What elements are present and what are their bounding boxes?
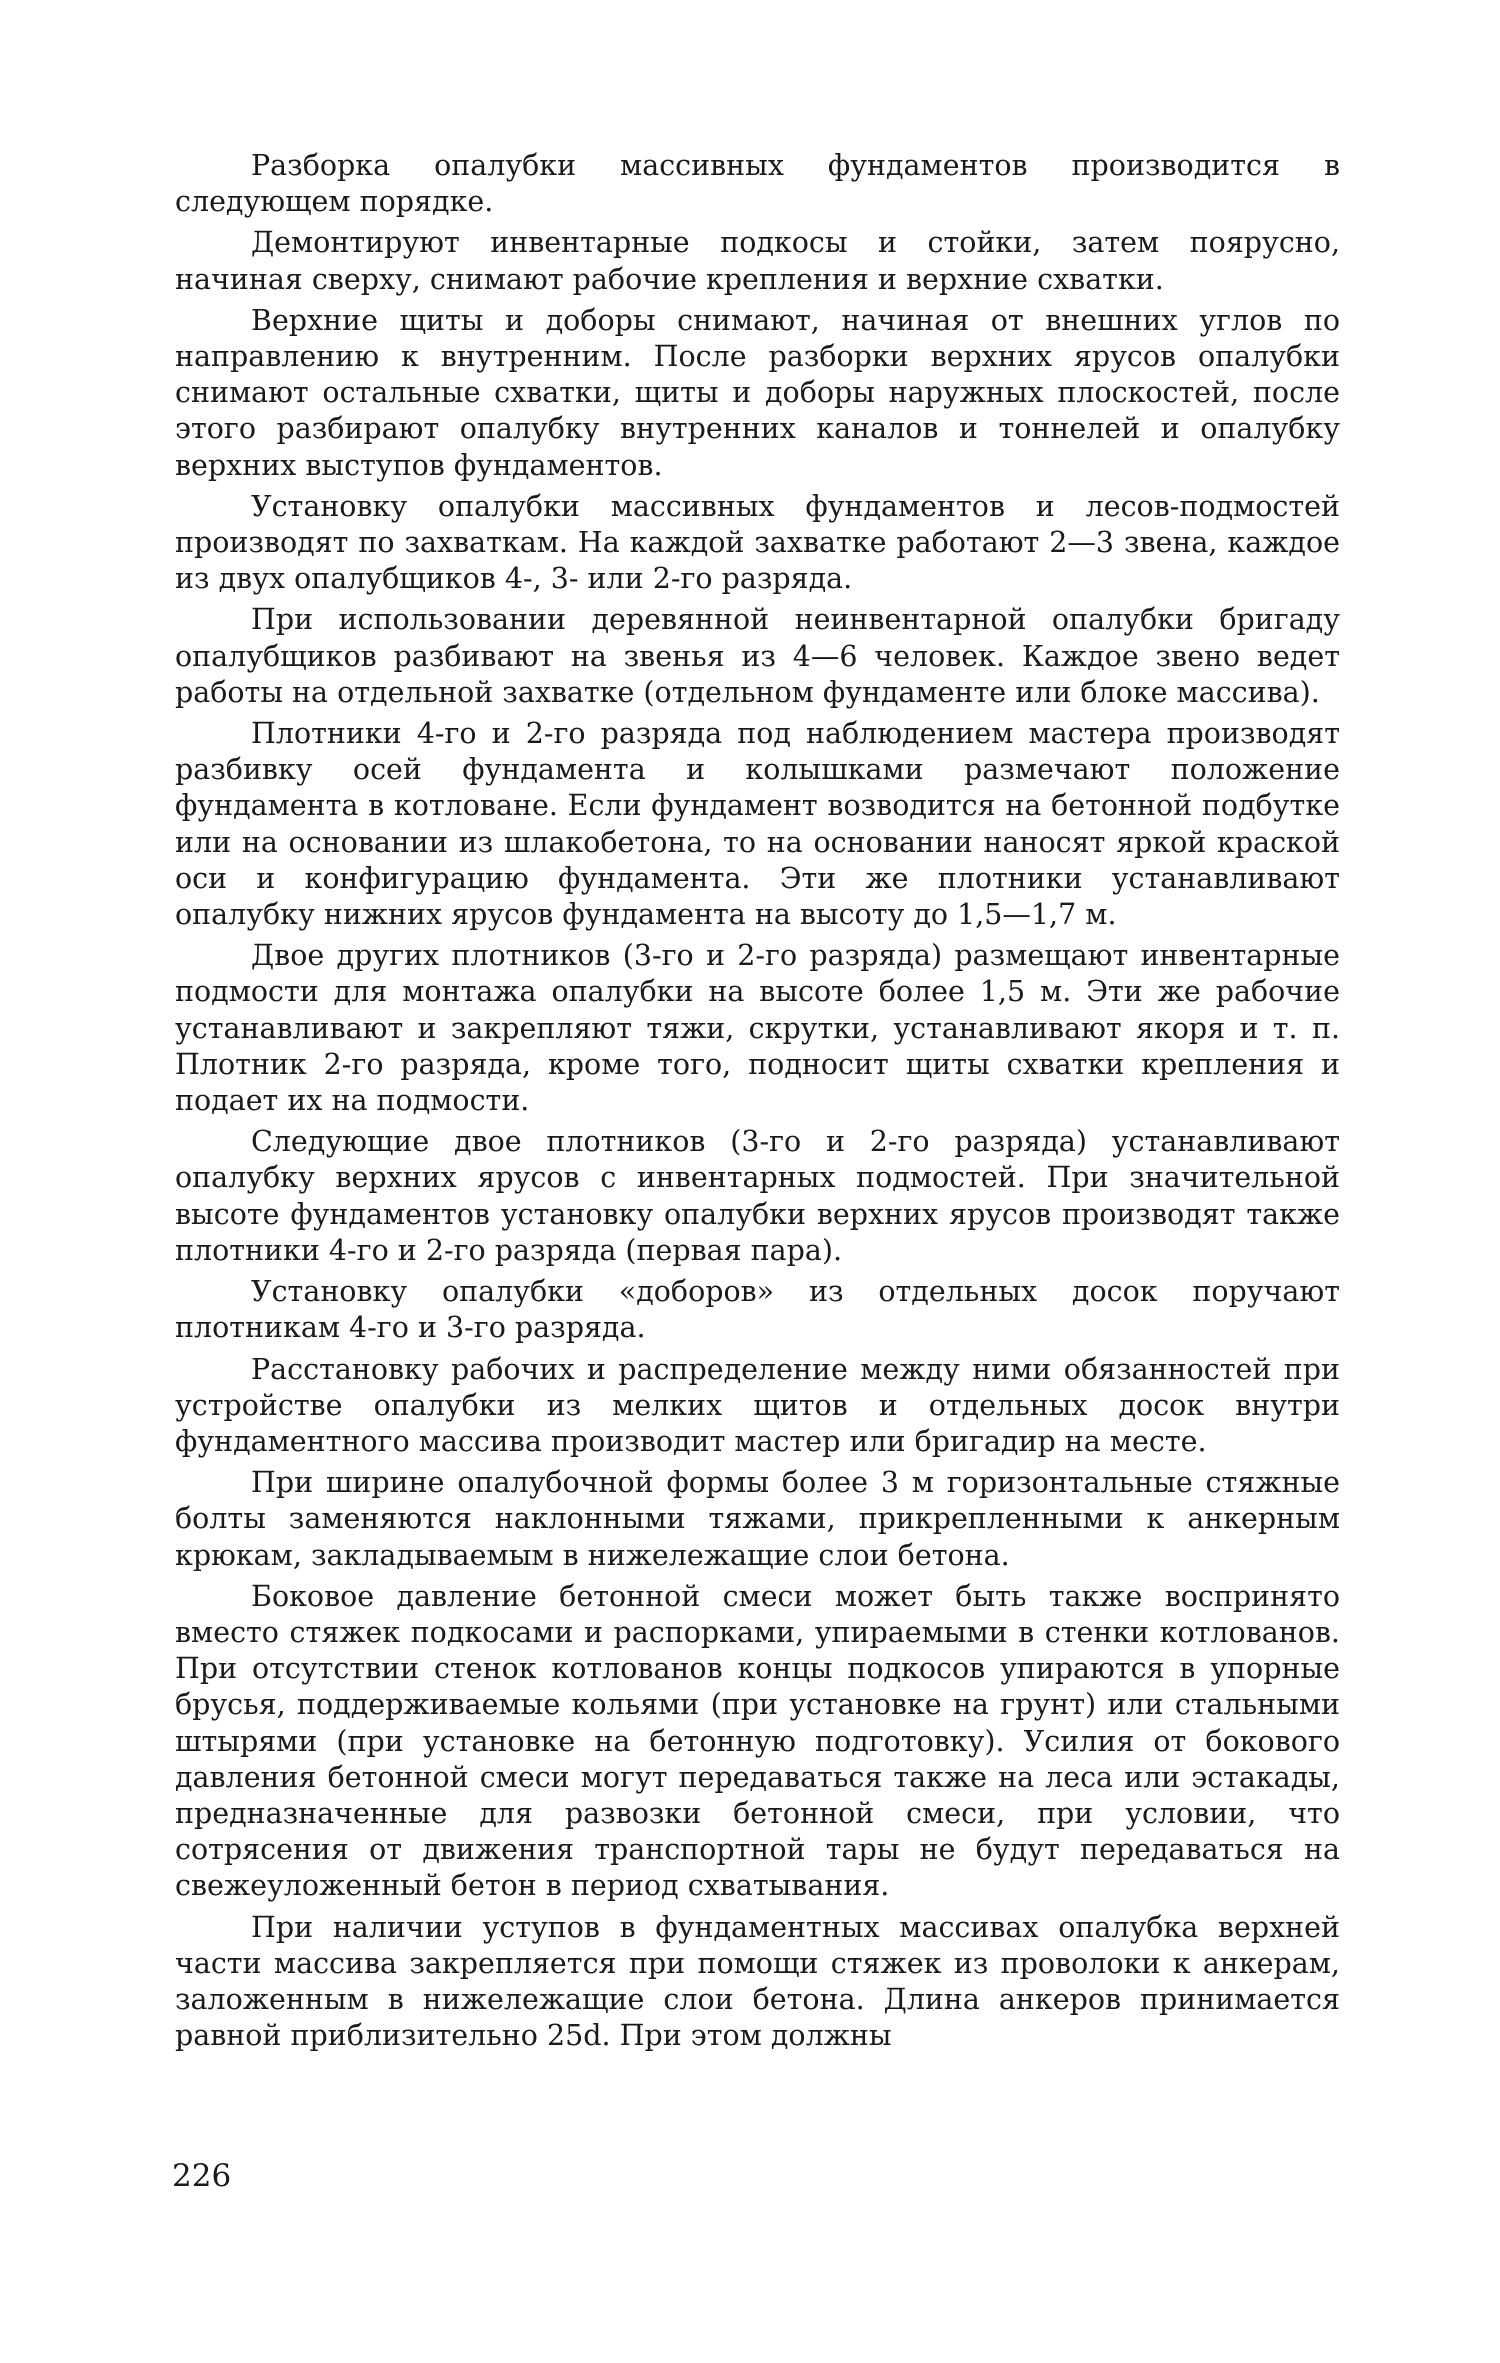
paragraph-6: Плотники 4-го и 2-го разряда под наблюдением мастера производят разбивку осей фундамента и колышками размечают положение фундамента в котловане. Если фундамент возводится на бетонной подбутке или на основании из шлакобетона, то на основании наносят яркой краской оси и конфигурацию фундамента. Эти же плотники устанавливают опалубку нижних ярусов фундамента на высоту до 1,5—1,7 м.	[175, 717, 1340, 932]
paragraph-7: Двое других плотников (3-го и 2-го разряда) размещают инвентарные подмости для монтажа опалубки на высоте более 1,5 м. Эти же рабочие устанавливают и закрепляют тяжи, скрутки, устанавливают якоря и т. п. Плотник 2-го разряда, кроме того, подносит щиты схватки крепления и подает их на подмости.	[175, 939, 1340, 1118]
paragraph-12: Боковое давление бетонной смеси может быть также воспринято вместо стяжек подкосами и распорками, упираемыми в стенки котлованов. При отсутствии стенок котлованов концы подкосов упираются в упорные брусья, поддерживаемые кольями (при установке на грунт) или стальными штырями (при установке на бетонную подготовку). Усилия от бокового давления бетонной смеси могут передаваться также на леса или эстакады, предназначенные для развозки бетонной смеси, при условии, что сотрясения от движения транспортной тары не будут передаваться на свежеуложенный бетон в период схватывания.	[175, 1579, 1340, 1903]
paragraph-8: Следующие двое плотников (3-го и 2-го разряда) устанавливают опалубку верхних ярусов с инвентарных подмостей. При значительной высоте фундаментов установку опалубки верхних ярусов производят также плотники 4-го и 2-го разряда (первая пара).	[175, 1125, 1340, 1267]
paragraph-3: Верхние щиты и доборы снимают, начиная от внешних углов по направлению к внутренним. После разборки верхних ярусов опалубки снимают остальные схватки, щиты и доборы наружных плоскостей, после этого разбирают опалубку внутренних каналов и тоннелей и опалубку верхних выступов фундаментов.	[175, 303, 1340, 482]
paragraph-1: Разборка опалубки массивных фундаментов производится в следующем порядке.	[175, 149, 1340, 219]
paragraph-5: При использовании деревянной неинвентарной опалубки бригаду опалубщиков разбивают на звенья из 4—6 человек. Каждое звено ведет работы на отдельной захватке (отдельном фундаменте или блоке массива).	[175, 603, 1340, 709]
page-number: 226	[172, 2158, 232, 2194]
paragraph-9: Установку опалубки «доборов» из отдельных досок поручают плотникам 4-го и 3-го разряда.	[175, 1275, 1340, 1345]
page-body	[175, 148, 1340, 2059]
paragraph-10: Расстановку рабочих и распределение между ними обязанностей при устройстве опалубки из мелких щитов и отдельных досок внутри фундаментного массива производит мастер или бригадир на месте.	[175, 1352, 1340, 1458]
paragraph-4: Установку опалубки массивных фундаментов и лесов-подмостей производят по захваткам. На каждой захватке работают 2—3 звена, каждое из двух опалубщиков 4-, 3- или 2-го разряда.	[175, 489, 1340, 596]
paragraph-13: При наличии уступов в фундаментных массивах опалубка верхней части массива закрепляется при помощи стяжек из проволоки к анкерам, заложенным в нижележащие слои бетона. Длина анкеров принимается равной приблизительно 25d. При этом должны	[175, 1910, 1340, 2053]
paragraph-2: Демонтируют инвентарные подкосы и стойки, затем поярусно, начиная сверху, снимают рабочие крепления и верхние схватки.	[175, 226, 1340, 296]
paragraph-11: При ширине опалубочной формы более 3 м горизонтальные стяжные болты заменяются наклонными тяжами, прикрепленными к анкерным крюкам, закладываемым в нижележащие слои бетона.	[175, 1466, 1340, 1572]
